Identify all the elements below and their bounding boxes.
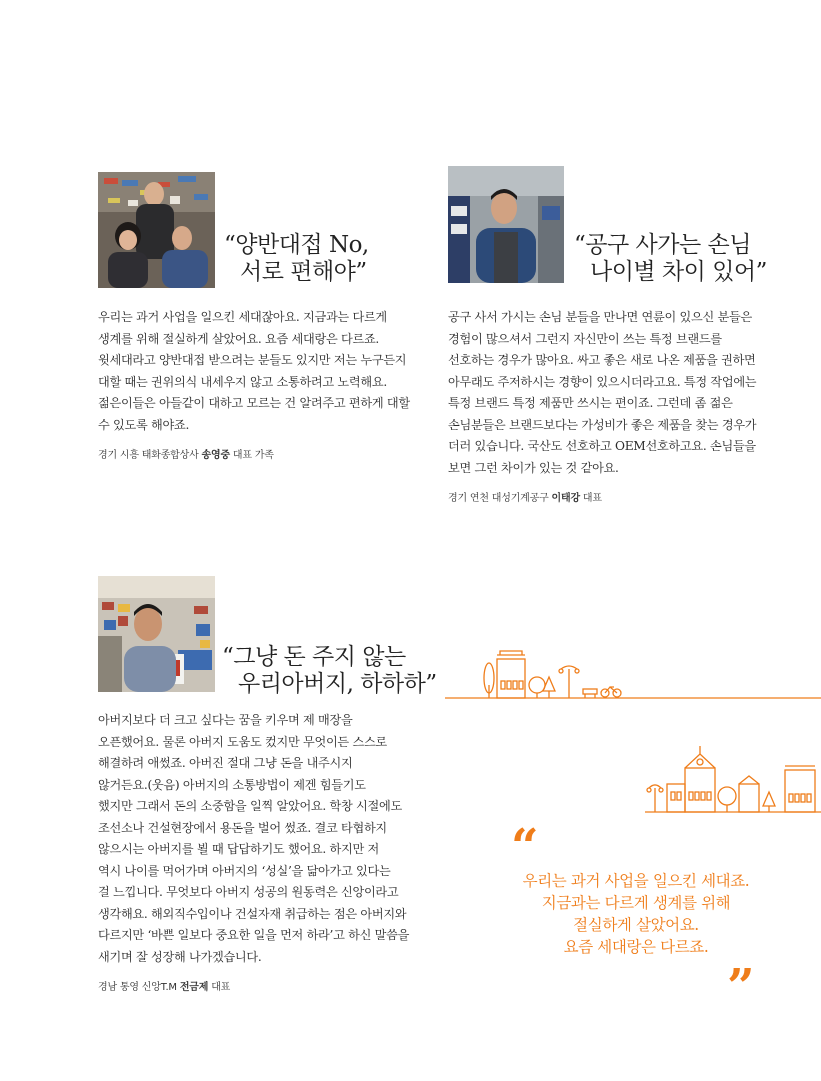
body-line: 다르지만 ‘바쁜 일보다 중요한 일을 먼저 하라’고 하신 말씀을 — [98, 928, 410, 942]
article2-quote-line2: 나이별 차이 있어” — [590, 259, 767, 285]
city-skyline-illustration — [645, 740, 821, 815]
article1-body — [98, 307, 410, 436]
body-line: 역시 나이를 먹어가며 아버지의 ‘성실’을 닮아가고 있다는 — [98, 863, 391, 878]
close-quote-mark: ” — [727, 959, 755, 1015]
body-line: 해결하려 애썼죠. 아버진 절대 그냥 돈을 내주시지 — [98, 756, 353, 770]
pullquote-line: 절실하게 살았어요. — [573, 916, 699, 934]
caption-location: 경남 통영 신앙T.M — [98, 982, 180, 993]
body-line: 대할 때는 권위의식 내세우지 않고 소통하려고 노력해요. — [98, 374, 387, 389]
pullquote-line: 요즘 세대랑은 다르죠. — [563, 938, 709, 956]
body-line: 걸 느낍니다. 무엇보다 아버지 성공의 원동력은 신앙이라고 — [98, 885, 399, 899]
article3-quote-line2: 우리아버지, 하하하” — [238, 671, 437, 697]
article1-quote-line1: “양반대접 No, — [224, 232, 369, 258]
article3-quote-line1: “그냥 돈 주지 않는 — [222, 644, 406, 670]
body-line: 특정 브랜드 특정 제품만 쓰시는 편이죠. 그런데 좀 젊은 — [448, 396, 733, 410]
body-line: 더러 있습니다. 국산도 선호하고 OEM선호하고요. 손님들을 — [448, 439, 756, 453]
store-owner-photo — [98, 576, 215, 692]
caption-name: 이태강 — [551, 493, 580, 504]
body-line: 우리는 과거 사업을 일으킨 세대잖아요. 지금과는 다르게 — [98, 310, 387, 324]
body-line: 새기며 잘 성장해 나가겠습니다. — [98, 949, 262, 964]
body-line: 보면 그런 차이가 있는 것 같아요. — [448, 460, 619, 475]
article3-caption — [98, 978, 230, 993]
article3-body — [98, 710, 409, 968]
body-line: 경험이 많으셔서 그런지 자신만이 쓰는 특정 브랜드를 — [448, 331, 722, 346]
body-line: 않거든요.(웃음) 아버지의 소통방법이 제겐 힘들기도 — [98, 777, 366, 792]
article2-body — [448, 307, 756, 479]
article1-quote — [224, 232, 369, 286]
article1-caption — [98, 446, 274, 461]
body-line: 생각해요. 해외직수입이나 건설자재 취급하는 점은 아버지와 — [98, 906, 407, 921]
caption-name: 전금제 — [179, 982, 209, 993]
open-quote-mark: “ — [511, 819, 539, 875]
body-line: 아버지보다 더 크고 싶다는 꿈을 키우며 제 매장을 — [98, 713, 353, 727]
body-line: 생계를 위해 절실하게 살았어요. 요즘 세대랑은 다르죠. — [98, 331, 380, 346]
caption-role: 대표 가족 — [229, 450, 274, 461]
pullquote — [490, 870, 782, 958]
body-line: 조선소나 건설현장에서 용돈을 벌어 썼죠. 결코 타협하지 — [98, 820, 387, 835]
town-skyline-illustration — [445, 645, 821, 705]
caption-location: 경기 연천 대성기계공구 — [448, 493, 552, 504]
body-line: 않으시는 아버지를 뵐 때 답답하기도 했어요. 하지만 저 — [98, 842, 380, 856]
article3-quote — [222, 644, 437, 698]
shop-owner-photo — [448, 166, 564, 283]
body-line: 공구 사서 가시는 손님 분들을 만나면 연륜이 있으신 분들은 — [448, 310, 752, 324]
body-line: 젊은이들은 아들같이 대하고 모르는 건 알려주고 편하게 대할 — [98, 396, 410, 410]
caption-role: 대표 — [579, 493, 602, 504]
body-line: 오픈했어요. 물론 아버지 도움도 컸지만 무엇이든 스스로 — [98, 734, 387, 749]
body-line: 윗세대라고 양반대접 받으려는 분들도 있지만 저는 누구든지 — [98, 353, 407, 367]
pullquote-line: 우리는 과거 사업을 일으킨 세대죠. — [522, 872, 750, 890]
body-line: 했지만 그래서 돈의 소중함을 일찍 알았어요. 학창 시절에도 — [98, 799, 402, 813]
caption-role: 대표 — [208, 982, 231, 993]
article1-quote-line2: 서로 편해야” — [240, 259, 367, 285]
article2-caption — [448, 489, 602, 504]
body-line: 선호하는 경우가 많아요. 싸고 좋은 새로 나온 제품을 권하면 — [448, 353, 756, 367]
body-line: 아무래도 주저하시는 경향이 있으시더라고요. 특정 작업에는 — [448, 374, 757, 389]
caption-name: 송영중 — [201, 450, 230, 461]
pullquote-line: 지금과는 다르게 생계를 위해 — [541, 894, 731, 912]
body-line: 손님분들은 브랜드보다는 가성비가 좋은 제품을 찾는 경우가 — [448, 417, 757, 432]
caption-location: 경기 시흥 태화종합상사 — [98, 450, 202, 461]
article2-quote — [574, 232, 767, 286]
article2-quote-line1: “공구 사가는 손님 — [574, 232, 751, 258]
family-portrait-photo — [98, 172, 215, 288]
body-line: 수 있도록 해야죠. — [98, 417, 190, 432]
